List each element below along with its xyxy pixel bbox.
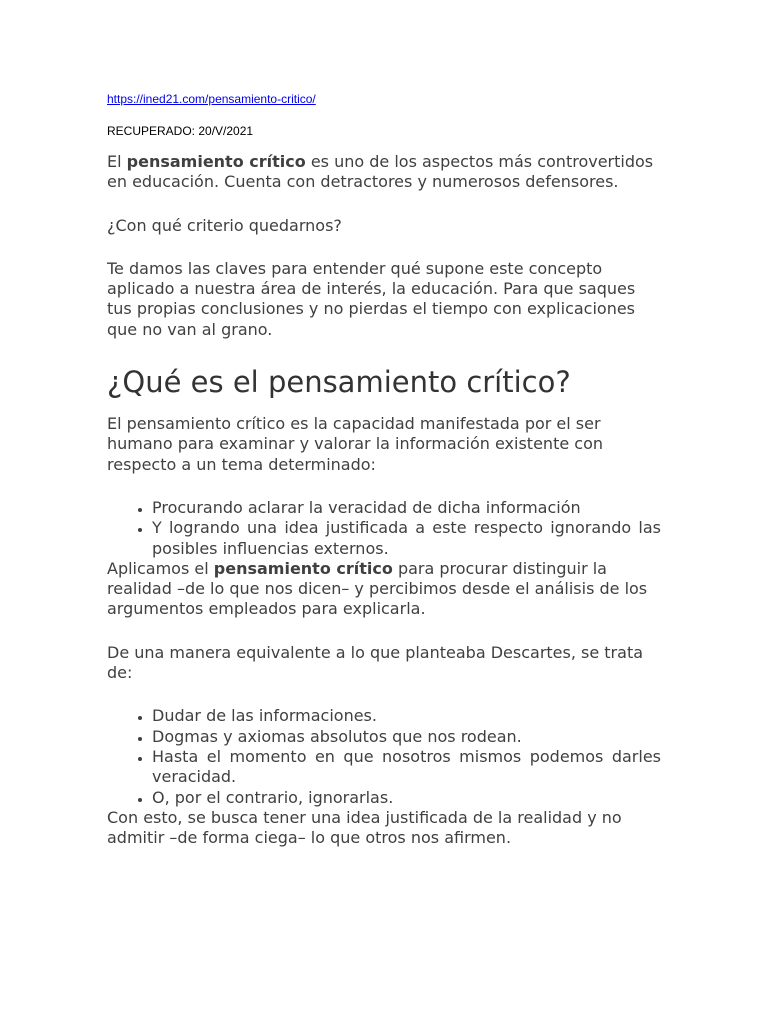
source-link[interactable]: https://ined21.com/pensamiento-critico/ — [107, 92, 316, 106]
intro-bold-term: pensamiento crítico — [126, 152, 306, 171]
intro-paragraph — [107, 152, 661, 193]
intro-suffix: es uno de los aspectos más controvertidos en educación. Cuenta con detractores y numerosos defensores. — [107, 152, 654, 192]
applied-bold-term: pensamiento crítico — [213, 558, 393, 578]
question-paragraph: ¿Con qué criterio quedarnos? — [107, 215, 342, 235]
claves-paragraph: Te damos las claves para entender qué supone este concepto aplicado a nuestra área de interés, la educación. Para que saques tus propias conclusiones y no pierdas el tiempo con explicaciones que no van al grano. — [107, 258, 636, 339]
list-item: • Hasta el momento en que nosotros mismos podemos darles veracidad. — [152, 747, 661, 788]
section-heading: ¿Qué es el pensamiento crítico? — [107, 365, 571, 400]
doubt-list — [107, 706, 661, 807]
conclusion-paragraph: Con esto, se busca tener una idea justificada de la realidad y no admitir –de forma ciega– lo que otros nos afirmen. — [107, 807, 622, 848]
definition-paragraph: El pensamiento crítico es la capacidad manifestada por el ser humano para examinar y valorar la información existente con respecto a un tema determinado: — [107, 414, 603, 474]
applied-prefix: Aplicamos el — [107, 558, 214, 578]
list-item: • Procurando aclarar la veracidad de dicha información — [152, 498, 661, 518]
list-item: • Dogmas y axiomas absolutos que nos rodean. — [152, 727, 661, 747]
retrieved-date: RECUPERADO: 20/V/2021 — [107, 124, 254, 138]
applied-suffix: para procurar distinguir la realidad –de lo que nos dicen– y percibimos desde el análisis de los argumentos empleados para explicarla. — [107, 558, 648, 619]
intro-prefix: El — [107, 152, 127, 171]
list-item: • O, por el contrario, ignorarlas. — [152, 788, 661, 808]
descartes-paragraph: De una manera equivalente a lo que planteaba Descartes, se trata de: — [107, 642, 644, 683]
purpose-list — [107, 498, 661, 559]
document-page — [107, 90, 661, 848]
list-item: • Y logrando una idea justificada a este respecto ignorando las posibles influencias externos. — [152, 518, 661, 559]
list-item: • Dudar de las informaciones. — [152, 706, 661, 726]
applied-paragraph — [107, 559, 661, 620]
